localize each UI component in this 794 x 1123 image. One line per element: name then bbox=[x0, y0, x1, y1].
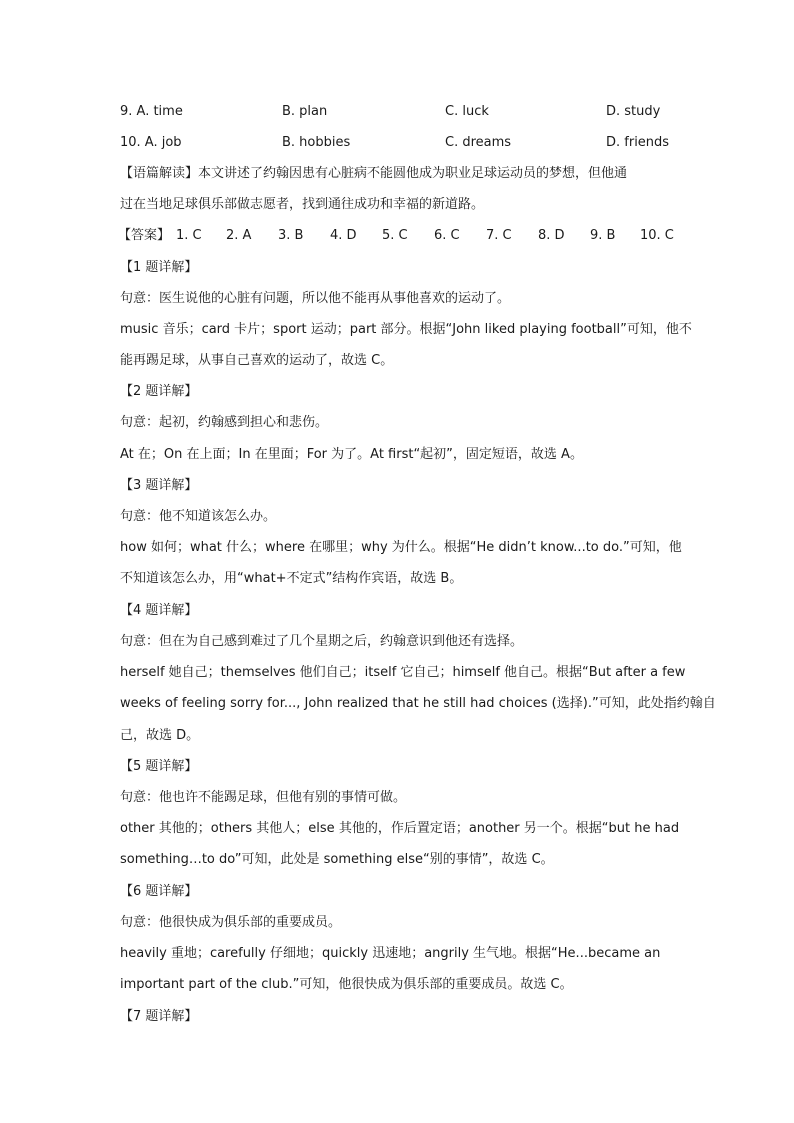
section-line: At 在；On 在上面；In 在里面；For 为了。At first“起初”，固定短语，故选 A。 bbox=[120, 447, 583, 462]
section-line: 己，故选 D。 bbox=[120, 728, 200, 743]
section-line: 句意：他不知道该怎么办。 bbox=[120, 509, 277, 524]
section-line: 句意：他也许不能踢足球，但他有别的事情可做。 bbox=[120, 790, 407, 805]
section-line: 句意：他很快成为俱乐部的重要成员。 bbox=[120, 915, 342, 930]
section-heading-1: 【1 题详解】 bbox=[120, 260, 198, 275]
answer-item: 3. B bbox=[278, 228, 304, 243]
option-c: C. dreams bbox=[445, 135, 512, 150]
options-row-10 bbox=[120, 133, 720, 153]
answer-item: 5. C bbox=[382, 228, 408, 243]
option-b: B. plan bbox=[282, 104, 328, 119]
answer-item: 10. C bbox=[640, 228, 674, 243]
option-a: 10. A. job bbox=[120, 135, 182, 150]
section-line: how 如何；what 什么；where 在哪里；why 为什么。根据“He didn’t know...to do.”可知，他 bbox=[120, 540, 682, 555]
option-d: D. study bbox=[606, 104, 661, 119]
section-line: weeks of feeling sorry for..., John realized that he still had choices (选择).”可知，此处指约翰自 bbox=[120, 696, 716, 711]
section-line: 句意：起初，约翰感到担心和悲伤。 bbox=[120, 415, 329, 430]
option-b: B. hobbies bbox=[282, 135, 351, 150]
answer-item: 7. C bbox=[486, 228, 512, 243]
answer-item: 6. C bbox=[434, 228, 460, 243]
option-a: 9. A. time bbox=[120, 104, 183, 119]
section-heading-4: 【4 题详解】 bbox=[120, 603, 198, 618]
section-heading-5: 【5 题详解】 bbox=[120, 759, 198, 774]
section-line: 句意：但在为自己感到难过了几个星期之后，约翰意识到他还有选择。 bbox=[120, 634, 524, 649]
section-line: herself 她自己；themselves 他们自己；itself 它自己；himself 他自己。根据“But after a few bbox=[120, 665, 686, 680]
answer-key bbox=[120, 226, 680, 246]
section-line: 不知道该怎么办，用“what+不定式”结构作宾语，故选 B。 bbox=[120, 571, 463, 586]
section-heading-6: 【6 题详解】 bbox=[120, 884, 198, 899]
section-line: something…to do”可知，此处是 something else“别的事情”，故选 C。 bbox=[120, 852, 554, 867]
option-d: D. friends bbox=[606, 135, 670, 150]
intro-line-1: 【语篇解读】本文讲述了约翰因患有心脏病不能圆他成为职业足球运动员的梦想，但他通 bbox=[120, 166, 628, 181]
answer-item: 1. C bbox=[176, 228, 202, 243]
answer-label: 【答案】 bbox=[118, 228, 171, 243]
intro-line-2: 过在当地足球俱乐部做志愿者，找到通往成功和幸福的新道路。 bbox=[120, 197, 485, 212]
section-line: 能再踢足球，从事自己喜欢的运动了，故选 C。 bbox=[120, 353, 394, 368]
answer-item: 2. A bbox=[226, 228, 252, 243]
section-line: important part of the club.”可知，他很快成为俱乐部的重要成员。故选 C。 bbox=[120, 977, 573, 992]
option-c: C. luck bbox=[445, 104, 489, 119]
section-heading-7: 【7 题详解】 bbox=[120, 1009, 198, 1024]
answer-item: 4. D bbox=[330, 228, 357, 243]
section-line: 句意：医生说他的心脏有问题，所以他不能再从事他喜欢的运动了。 bbox=[120, 291, 511, 306]
section-line: music 音乐；card 卡片；sport 运动；part 部分。根据“John liked playing football”可知，他不 bbox=[120, 322, 692, 337]
options-row-9 bbox=[120, 102, 720, 122]
answer-item: 9. B bbox=[590, 228, 616, 243]
section-line: heavily 重地；carefully 仔细地；quickly 迅速地；angrily 生气地。根据“He...became an bbox=[120, 946, 661, 961]
answer-item: 8. D bbox=[538, 228, 565, 243]
section-line: other 其他的；others 其他人；else 其他的，作后置定语；another 另一个。根据“but he had bbox=[120, 821, 680, 836]
section-heading-3: 【3 题详解】 bbox=[120, 478, 198, 493]
section-heading-2: 【2 题详解】 bbox=[120, 384, 198, 399]
